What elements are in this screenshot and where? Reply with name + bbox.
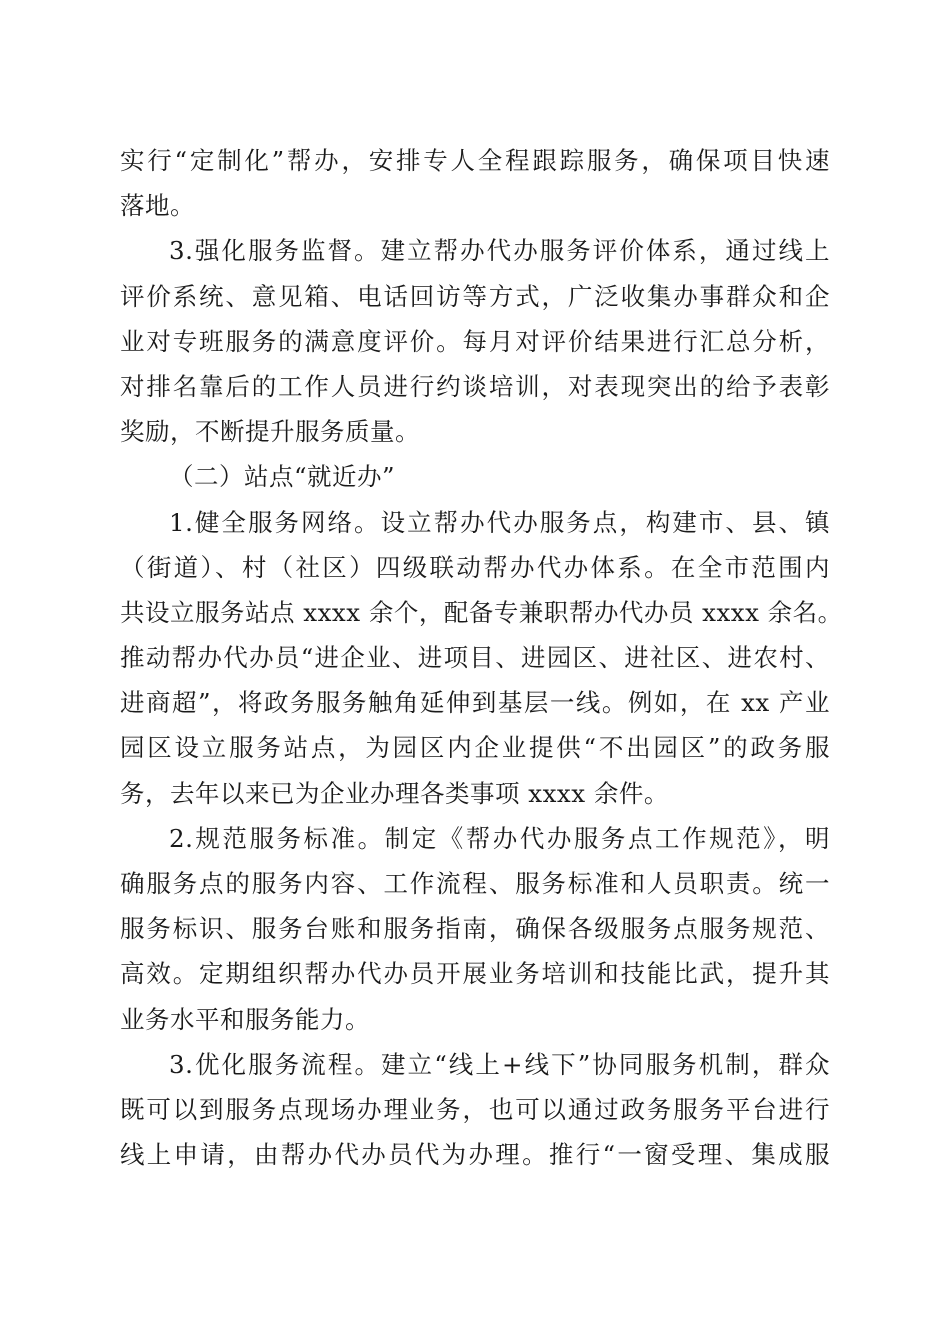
body-line: 奖励，不断提升服务质量。 (120, 417, 420, 447)
body-line: 既可以到服务点现场办理业务，也可以通过政务服务平台进行 (120, 1094, 830, 1124)
body-line: 共设立服务站点 xxxx 余个，配备专兼职帮办代办员 xxxx 余名。 (120, 597, 843, 627)
body-line: 园区设立服务站点，为园区内企业提供“不出园区”的政务服 (120, 733, 830, 763)
body-line: 务，去年以来已为企业办理各类事项 xxxx 余件。 (120, 778, 669, 808)
body-line: 确服务点的服务内容、工作流程、服务标准和人员职责。统一 (120, 869, 830, 898)
body-line: （街道）、村（社区）四级联动帮办代办体系。在全市范围内 (120, 552, 830, 582)
paragraph-start-line: 2.规范服务标准。制定《帮办代办服务点工作规范》，明 (169, 823, 830, 853)
paragraph-start-line: 1.健全服务网络。设立帮办代办服务点，构建市、县、镇 (169, 507, 830, 537)
paragraph-start-line: 3.强化服务监督。建立帮办代办服务评价体系，通过线上 (169, 236, 830, 266)
body-line: 评价系统、意见箱、电话回访等方式，广泛收集办事群众和企 (120, 281, 830, 311)
body-line: 进商超”，将政务服务触角延伸到基层一线。例如，在 xx 产业 (120, 688, 830, 718)
body-line: 推动帮办代办员“进企业、进项目、进园区、进社区、进农村、 (120, 643, 830, 673)
body-line: 实行“定制化”帮办，安排专人全程跟踪服务，确保项目快速 (120, 146, 830, 175)
paragraph-start-line: 3.优化服务流程。建立“线上+线下”协同服务机制，群众 (169, 1049, 830, 1079)
body-line: 服务标识、服务台账和服务指南，确保各级服务点服务规范、 (120, 914, 830, 944)
document-body (120, 138, 843, 1177)
body-line: 对排名靠后的工作人员进行约谈培训，对表现突出的给予表彰 (120, 371, 830, 401)
section-heading: （二）站点“就近办” (169, 462, 396, 492)
body-line: 线上申请，由帮办代办员代为办理。推行“一窗受理、集成服 (120, 1140, 830, 1170)
body-line: 落地。 (120, 191, 195, 221)
body-line: 高效。定期组织帮办代办员开展业务培训和技能比武，提升其 (120, 959, 830, 989)
body-line: 业对专班服务的满意度评价。每月对评价结果进行汇总分析， (120, 326, 830, 356)
body-line: 业务水平和服务能力。 (120, 1004, 370, 1034)
